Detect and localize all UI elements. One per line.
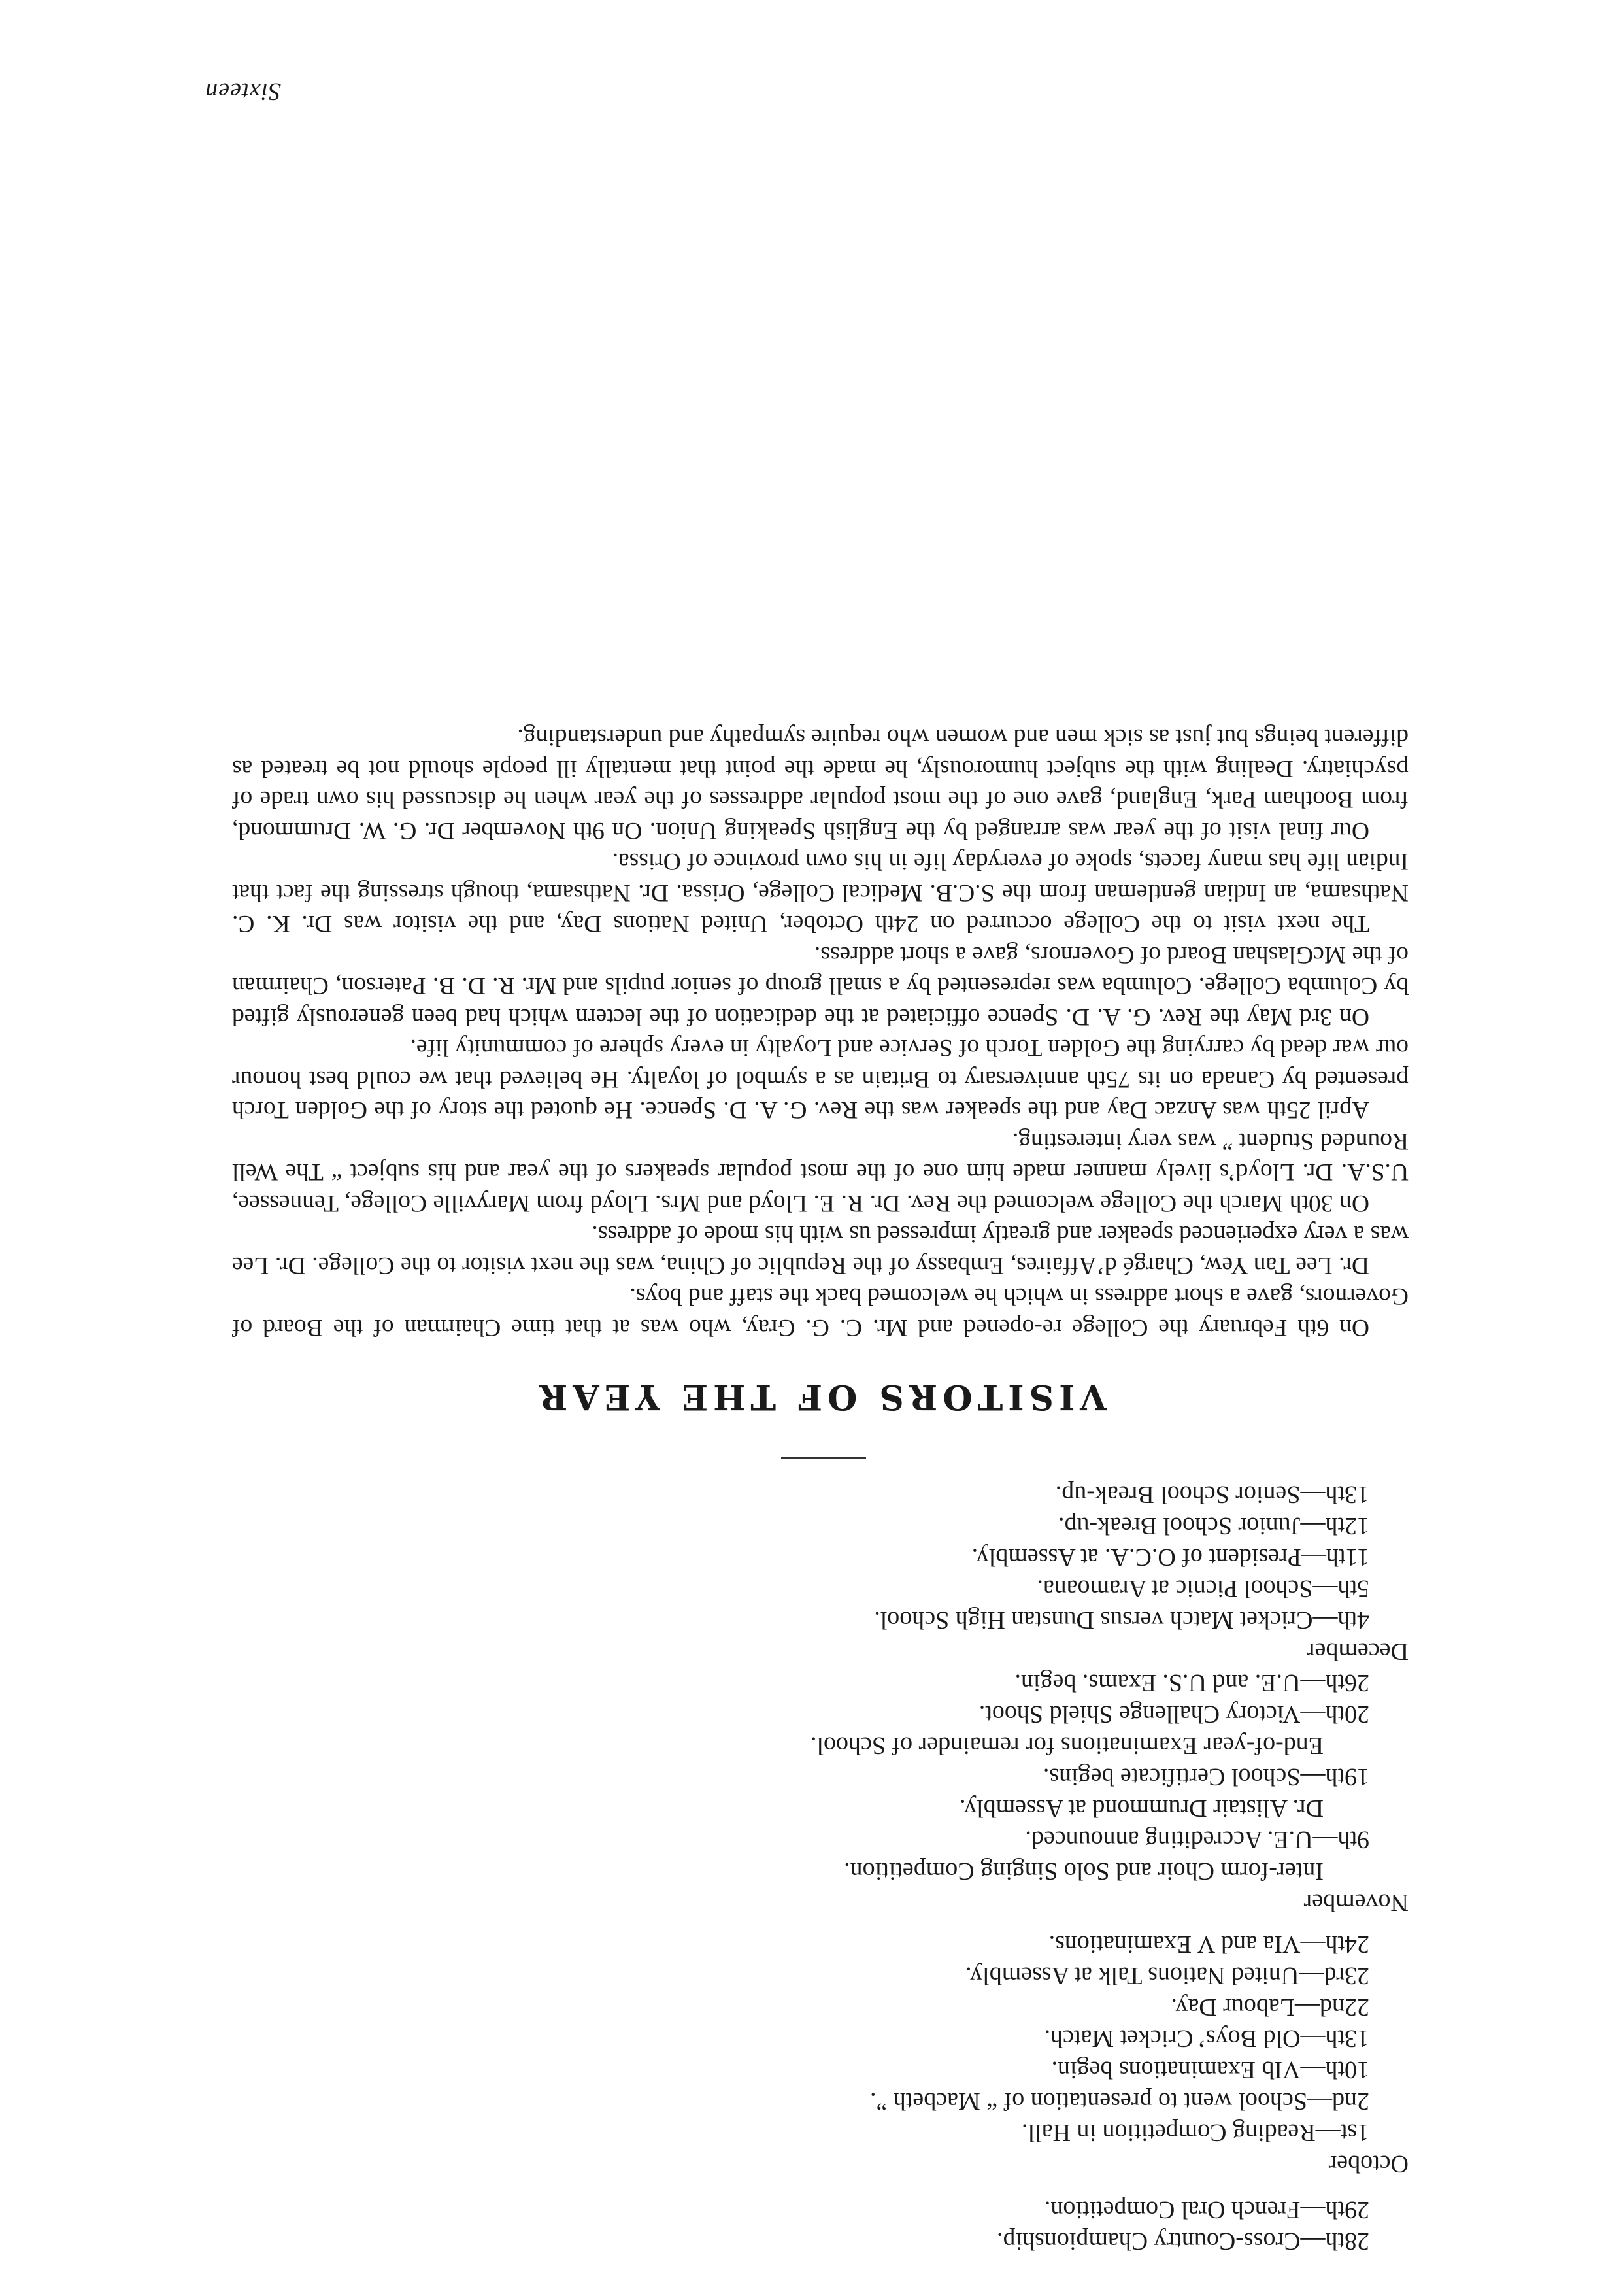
page-number: Sixteen <box>205 78 281 105</box>
calendar-entry: 13th—Old Boys’ Cricket Match. <box>1044 2025 1369 2052</box>
paragraph: April 25th was Anzac Day and the speaker was the Rev. G. A. D. Spence. He quoted the story of the Golden Torch presented by Canada on its 75th anniversary to Britain as a symbol of loyalty. He believed that we could best honour our war dead by carrying the Golden Torch of Service and Loyalty in every sphere of community life. <box>232 1034 1409 1124</box>
paragraph: On 3rd May the Rev. G. A. D. Spence officiated at the dedication of the lectern which had been generously gifted by Columba College. Columba was represented by a small group of senior pupils and Mr. R. D. B. Paterson, Chairman of the McGlashan Board of Governors, gave a short address. <box>232 941 1409 1030</box>
calendar-entry: 22nd—Labour Day. <box>1171 1993 1369 2021</box>
calendar-october <box>232 1929 1409 2180</box>
calendar-entry: 10th—VIb Examinations begin. <box>1051 2056 1369 2084</box>
calendar-entry: 26th—U.E. and U.S. Exams. begin. <box>1014 1669 1369 1697</box>
month-heading-october: October <box>1328 2150 1409 2178</box>
calendar-entry: Inter-form Choir and Solo Singing Competition. <box>844 1857 1324 1885</box>
calendar-entry: 2nd—School went to presentation of “ Macbeth ”. <box>869 2087 1369 2115</box>
calendar-entry: 23rd—United Nations Talk at Assembly. <box>965 1962 1369 1989</box>
calendar-entry: 4th—Cricket Match versus Dunstan High School. <box>874 1606 1369 1634</box>
calendar-entry: 9th—U.E. Accrediting announced. <box>1025 1826 1369 1853</box>
section-divider <box>781 1457 866 1459</box>
paragraph: On 30th March the College welcomed the Rev. Dr. R. E. Lloyd and Mrs. Lloyd from Maryville College, Tennessee, U.S.A. Dr. Lloyd’s lively manner made him one of the most popular speakers of the year and his subject “ The Well Rounded Student ” was very interesting. <box>232 1128 1409 1217</box>
section-heading: VISITORS OF THE YEAR <box>534 1377 1107 1417</box>
paragraph: Our final visit of the year was arranged by the English Speaking Union. On 9th November Dr. G. W. Drummond, from Bootham Park, England, gave one of the most popular addresses of the year when he discussed his own trade of psychiatry. Dealing with the subject humorously, he made the point that mentally ill people should not be treated as different beings but just as sick men and women who require sympathy and understanding. <box>232 724 1409 844</box>
calendar-entry: End-of-year Examinations for remainder of School. <box>810 1732 1324 1759</box>
calendar-entry: 28th—Cross-Country Championship. <box>996 2227 1369 2255</box>
paragraph: On 6th February the College re-opened and Mr. C. G. Gray, who was at that time Chairman of the Board of Governors, gave a short address in which he welcomed back the staff and boys. <box>232 1283 1409 1341</box>
calendar-entry: 24th—VIa and V Examinations. <box>1048 1931 1369 1958</box>
calendar-entry: 12th—Junior School Break-up. <box>1058 1512 1369 1540</box>
paragraph: The next visit to the College occurred on 24th October, United Nations Day, and the visitor was Dr. K. C. Nathsama, an Indian gentleman from the S.C.B. Medical College, Orissa. Dr. Nathsama, though stressing the fact that Indian life has many facets, spoke of everyday life in his own province of Orissa. <box>232 848 1409 937</box>
calendar-entry: 29th—French Oral Competition. <box>1044 2196 1369 2223</box>
calendar-entry: 13th—Senior School Break-up. <box>1055 1481 1369 1508</box>
calendar-december <box>232 1479 1409 1667</box>
month-heading-november: November <box>1303 1889 1409 1916</box>
calendar-october-top <box>232 2194 1409 2257</box>
calendar-november <box>232 1667 1409 1918</box>
calendar-entry: 5th—School Picnic at Aramoana. <box>1037 1575 1369 1602</box>
month-heading-december: December <box>1306 1638 1409 1665</box>
article-body <box>232 722 1409 1343</box>
calendar-entry: 20th—Victory Challenge Shield Shoot. <box>978 1700 1369 1728</box>
calendar-entry: 11th—President of O.C.A. at Assembly. <box>971 1544 1369 1571</box>
calendar-entry: Dr. Alistair Drummond at Assembly. <box>960 1795 1324 1822</box>
calendar-entry: 19th—School Certificate begins. <box>1043 1763 1369 1791</box>
paragraph: Dr. Lee Tan Yew, Chargé d’Affaires, Embassy of the Republic of China, was the next visitor to the College. Dr. Lee was a very experienced speaker and greatly impressed us with his mode of address. <box>232 1221 1409 1279</box>
calendar-entry: 1st—Reading Competition in Hall. <box>1022 2119 1369 2146</box>
page-content <box>232 722 1409 2257</box>
